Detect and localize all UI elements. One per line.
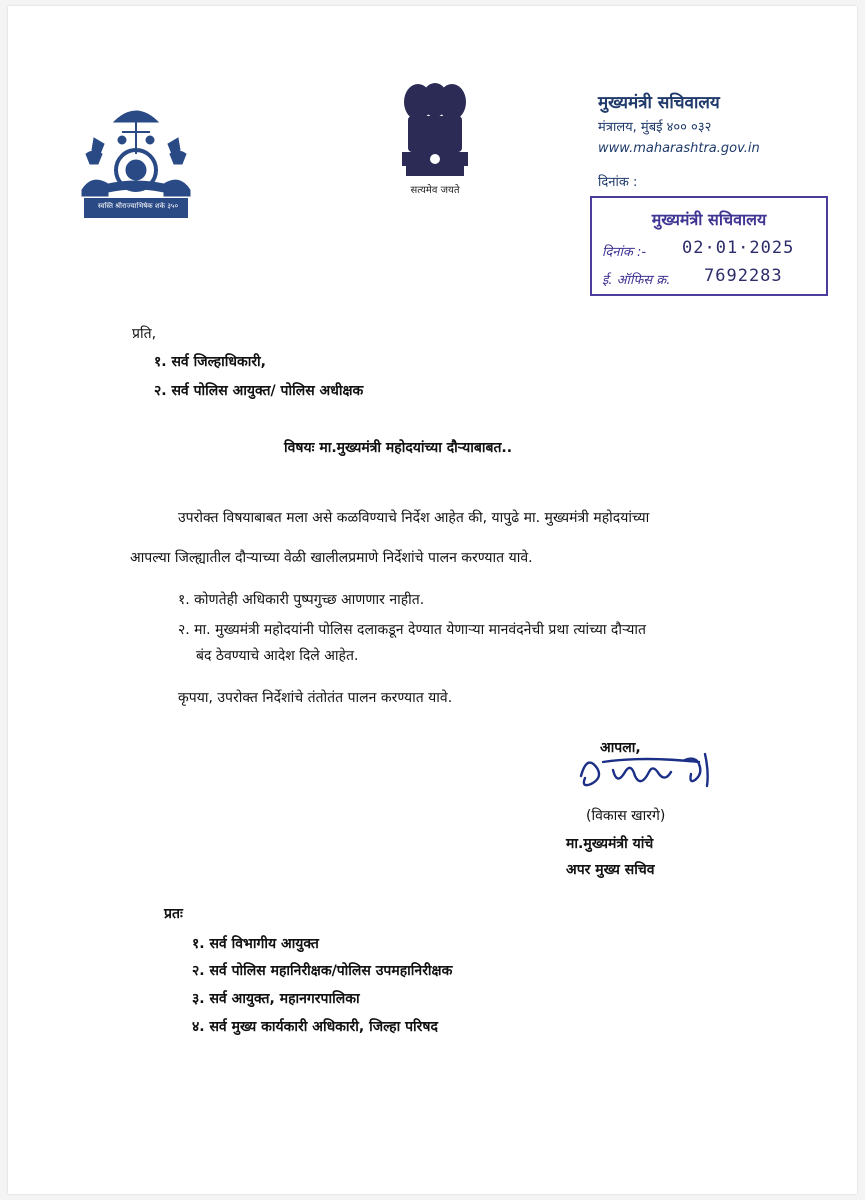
copy-to-item: १. सर्व विभागीय आयुक्त — [192, 936, 319, 952]
recipient-item: १. सर्व जिल्हाधिकारी, — [154, 354, 266, 370]
body-point-2-continued: बंद ठेवण्याचे आदेश दिले आहेत. — [196, 648, 359, 664]
copy-to-heading: प्रतः — [164, 906, 183, 922]
copy-to-item: ३. सर्व आयुक्त, महानगरपालिका — [192, 991, 360, 1007]
date-label: दिनांक : — [598, 175, 638, 190]
body-closing: कृपया, उपरोक्त निर्देशांचे तंतोतंत पालन करण्यात यावे. — [178, 690, 453, 706]
office-stamp — [590, 196, 828, 296]
stamp-date-label: दिनांक :- — [602, 245, 647, 260]
copy-to-item: ४. सर्व मुख्य कार्यकारी अधिकारी, जिल्हा परिषद — [192, 1019, 438, 1035]
office-name: मुख्यमंत्री सचिवालय — [598, 93, 720, 113]
letter-page — [8, 6, 857, 1194]
copy-to-item: २. सर्व पोलिस महानिरीक्षक/पोलिस उपमहानिरीक्षक — [192, 963, 453, 979]
stamp-date-value: 02·01·2025 — [682, 238, 795, 258]
signatory-designation: अपर मुख्य सचिव — [566, 862, 655, 878]
national-emblem-icon — [396, 78, 474, 198]
signature-salutation: आपला, — [600, 740, 641, 756]
body-point-2: २. मा. मुख्यमंत्री महोदयांनी पोलिस दलाकडून देण्यात येणाऱ्या मानवंदनेची प्रथा त्यांच्या दौऱ्यात — [178, 622, 647, 638]
signatory-name: (विकास खारगे) — [586, 808, 666, 824]
body-paragraph-line: उपरोक्त विषयाबाबत मला असे कळविण्याचे निर्देश आहेत की, यापुढे मा. मुख्यमंत्री महोदयांच्या — [178, 510, 650, 526]
stamp-office-no-label: ई. ऑफिस क्र. — [602, 273, 671, 288]
recipient-item: २. सर्व पोलिस आयुक्त/ पोलिस अधीक्षक — [154, 383, 364, 399]
office-address: मंत्रालय, मुंबई ४०० ०३२ — [598, 120, 712, 135]
stamp-office-no-value: 7692283 — [704, 266, 783, 286]
body-paragraph-line: आपल्या जिल्ह्यातील दौऱ्याच्या वेळी खालीलप्रमाणे निर्देशांचे पालन करण्यात यावे. — [130, 550, 533, 566]
signatory-designation: मा.मुख्यमंत्री यांचे — [566, 836, 654, 852]
body-point-1: १. कोणतेही अधिकारी पुष्पगुच्छ आणणार नाहीत. — [178, 592, 425, 608]
handwritten-signature-icon — [573, 740, 733, 808]
letter-subject: विषयः मा.मुख्यमंत्री महोदयांच्या दौऱ्याबाबत.. — [284, 440, 513, 456]
stamp-title: मुख्यमंत्री सचिवालय — [651, 210, 767, 229]
recipients-heading: प्रति, — [132, 326, 157, 342]
national-motto: सत्यमेव जयते — [410, 185, 460, 196]
state-seal-motto: स्वस्ति श्रीराज्याभिषेक शके ३५० — [97, 202, 179, 210]
office-website: www.maharashtra.gov.in — [598, 141, 760, 156]
